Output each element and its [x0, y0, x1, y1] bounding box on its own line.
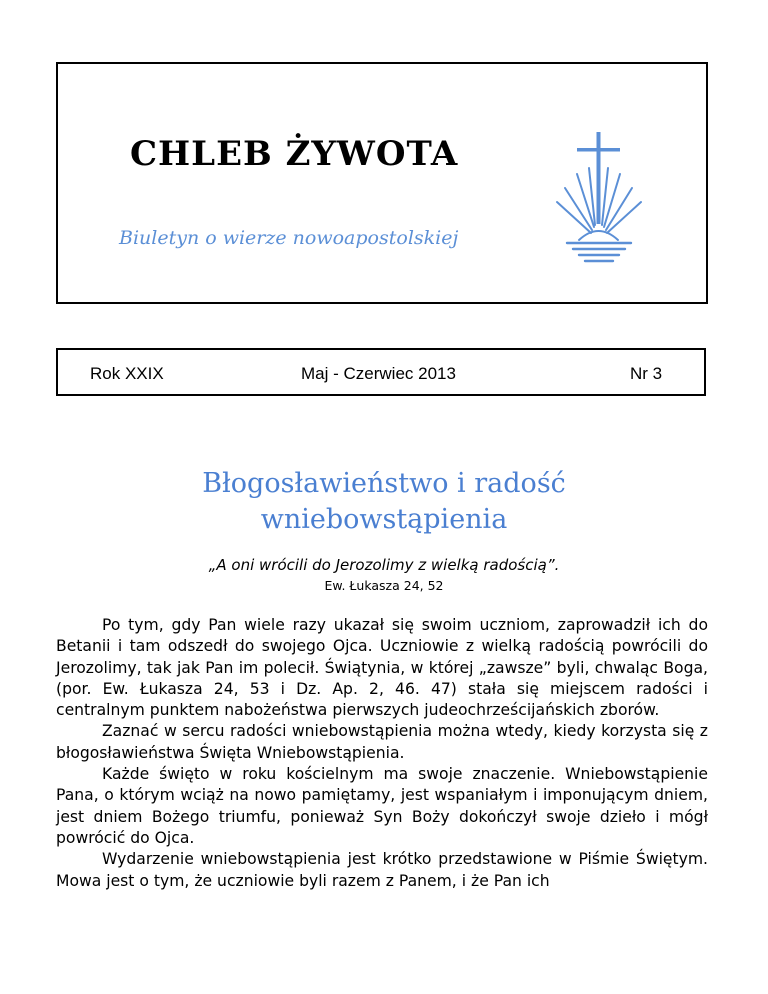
epigraph-reference: Ew. Łukasza 24, 52 [324, 578, 444, 593]
issue-year: Rok XXIX [90, 364, 164, 383]
masthead-box [56, 62, 708, 304]
cross-rising-sun-icon [551, 130, 651, 264]
paragraph: Po tym, gdy Pan wiele razy ukazał się swoim uczniom, zaprowadził ich do Betanii i tam odszedł do swojego Ojca. Uczniowie z wielką radością powrócili do Jerozolimy, tak jak Pan im polecił. Świątynia, w której „zawsze” byli, chwaląc Boga, (por. Ew. Łukasza 24, 53 i Dz. Ap. 2, 46. 47) stała się miejscem radości i centralnym punktem nabożeństwa pierwszych judeochrześcijańskich zborów. [56, 616, 708, 720]
article-body [56, 615, 708, 892]
issue-info-bar [56, 348, 706, 396]
paragraph: Zaznać w sercu radości wniebowstąpienia można wtedy, kiedy korzysta się z błogosławieństwa Święta Wniebowstąpienia. [56, 722, 708, 762]
newsletter-title: CHLEB ŻYWOTA [130, 134, 459, 174]
paragraph: Wydarzenie wniebowstąpienia jest krótko przedstawione w Piśmie Świętym. Mowa jest o tym, że uczniowie byli razem z Panem, i że Pan ich [56, 850, 708, 890]
article-title [0, 466, 768, 538]
epigraph-quote: „A oni wrócili do Jerozolimy z wielką radością”. [208, 556, 560, 574]
paragraph: Każde święto w roku kościelnym ma swoje znaczenie. Wniebowstąpienie Pana, o którym wciąż na nowo pamiętamy, jest wspaniałym i imponującym dniem, jest dniem Bożego triumfu, ponieważ Syn Boży dokończył swoje dzieło i mógł powrócić do Ojca. [56, 765, 708, 847]
issue-date: Maj - Czerwiec 2013 [301, 364, 456, 383]
issue-number: Nr 3 [630, 364, 663, 383]
article-title-line2: wniebowstąpienia [260, 504, 508, 535]
article-title-line1: Błogosławieństwo i radość [202, 468, 566, 499]
newsletter-subtitle: Biuletyn o wierze nowoapostolskiej [119, 227, 459, 249]
